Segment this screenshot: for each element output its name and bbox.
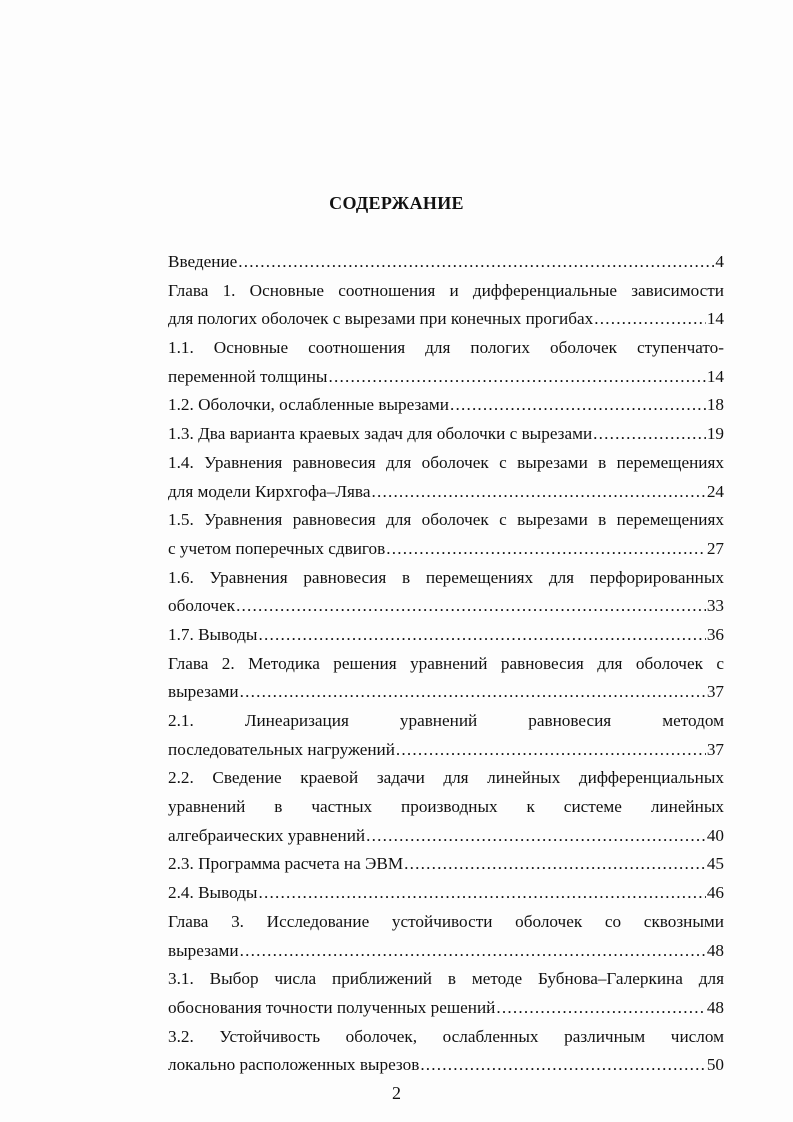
dot-leader bbox=[496, 994, 705, 1023]
toc-entry-text: обоснования точности полученных решений bbox=[168, 997, 496, 1017]
dot-leader bbox=[328, 363, 705, 392]
toc-entry-line: Глава 2. Методика решения уравнений равновесия для оболочек с bbox=[168, 653, 724, 673]
toc-entry-text: переменной толщины bbox=[168, 366, 328, 386]
toc-entry bbox=[168, 1051, 724, 1080]
toc-entry bbox=[168, 736, 724, 765]
toc-entry-line: 1.4. Уравнения равновесия для оболочек с вырезами в перемещениях bbox=[168, 452, 724, 472]
toc-entry-text: 2.4. Выводы bbox=[168, 883, 258, 903]
dot-leader bbox=[240, 678, 706, 707]
toc-page-number: 48 bbox=[706, 997, 724, 1017]
toc-entry bbox=[168, 937, 724, 966]
toc-entry bbox=[168, 391, 724, 420]
dot-leader bbox=[396, 736, 706, 765]
toc-entry-text: 2.3. Программа расчета на ЭВМ bbox=[168, 854, 404, 874]
dot-leader bbox=[371, 478, 705, 507]
toc-entry bbox=[168, 535, 724, 564]
toc-entry bbox=[168, 822, 724, 851]
toc-page-number: 14 bbox=[706, 309, 724, 329]
toc-entry-line: уравнений в частных производных к системе линейных bbox=[168, 797, 724, 817]
toc-page-number: 40 bbox=[706, 825, 724, 845]
toc-page-number: 37 bbox=[706, 739, 724, 759]
toc-page-number: 4 bbox=[715, 252, 724, 271]
toc-page-number: 50 bbox=[706, 1055, 724, 1075]
dot-leader bbox=[238, 248, 714, 277]
toc-page-number: 33 bbox=[706, 596, 724, 616]
dot-leader bbox=[386, 535, 706, 564]
toc-entry bbox=[168, 248, 724, 277]
toc-entry-text: вырезами bbox=[168, 940, 239, 960]
toc-page-number: 48 bbox=[706, 940, 724, 960]
dot-leader bbox=[594, 305, 706, 334]
dot-leader bbox=[236, 592, 706, 621]
toc-entry bbox=[168, 592, 724, 621]
toc-entry bbox=[168, 678, 724, 707]
toc-page-number: 46 bbox=[706, 883, 724, 903]
toc-entry-text: 1.7. Выводы bbox=[168, 624, 258, 644]
toc-entry-text: с учетом поперечных сдвигов bbox=[168, 538, 386, 558]
toc-entry bbox=[168, 420, 724, 449]
toc-page-number: 36 bbox=[706, 624, 724, 644]
dot-leader bbox=[420, 1051, 706, 1080]
toc-entry bbox=[168, 994, 724, 1023]
toc-entry-text: для пологих оболочек с вырезами при конечных прогибах bbox=[168, 309, 594, 329]
toc-entry-line: 3.2. Устойчивость оболочек, ослабленных различным числом bbox=[168, 1026, 724, 1046]
toc-page-number: 37 bbox=[706, 682, 724, 702]
toc-entry-text: 1.2. Оболочки, ослабленные вырезами bbox=[168, 395, 449, 415]
toc-entry bbox=[168, 850, 724, 879]
dot-leader bbox=[450, 391, 706, 420]
toc-entry-line: 1.1. Основные соотношения для пологих оболочек ступенчато- bbox=[168, 338, 724, 358]
dot-leader bbox=[593, 420, 706, 449]
toc-entry bbox=[168, 621, 724, 650]
toc-entry bbox=[168, 363, 724, 392]
toc-entry-line: 2.2. Сведение краевой задачи для линейных дифференциальных bbox=[168, 768, 724, 788]
toc-page-number: 14 bbox=[706, 366, 724, 386]
toc-entry bbox=[168, 478, 724, 507]
toc-page-number: 18 bbox=[706, 395, 724, 415]
toc-entry-text: 1.3. Два варианта краевых задач для оболочки с вырезами bbox=[168, 424, 593, 444]
dot-leader bbox=[240, 937, 706, 966]
dot-leader bbox=[258, 879, 705, 908]
dot-leader bbox=[258, 621, 705, 650]
toc-entry-text: вырезами bbox=[168, 682, 239, 702]
toc-entry-line: Глава 3. Исследование устойчивости оболочек со сквозными bbox=[168, 911, 724, 931]
table-of-contents bbox=[168, 248, 724, 1080]
toc-entry-line: 1.5. Уравнения равновесия для оболочек с вырезами в перемещениях bbox=[168, 510, 724, 530]
toc-entry-line: 1.6. Уравнения равновесия в перемещениях для перфорированных bbox=[168, 567, 724, 587]
dot-leader bbox=[404, 850, 706, 879]
toc-entry-text: последовательных нагружений bbox=[168, 739, 395, 759]
toc-entry-text: Введение bbox=[168, 252, 238, 271]
toc-entry-text: алгебраических уравнений bbox=[168, 825, 366, 845]
toc-page-number: 19 bbox=[706, 424, 724, 444]
toc-page-number: 45 bbox=[706, 854, 724, 874]
toc-entry-line: 2.1. Линеаризация уравнений равновесия методом bbox=[168, 711, 724, 730]
toc-entry-line: 3.1. Выбор числа приближений в методе Бубнова–Галеркина для bbox=[168, 969, 724, 989]
toc-page-number: 24 bbox=[706, 481, 724, 501]
page-number: 2 bbox=[392, 1083, 401, 1103]
toc-entry bbox=[168, 879, 724, 908]
dot-leader bbox=[366, 822, 706, 851]
toc-entry-line: Глава 1. Основные соотношения и дифференциальные зависимости bbox=[168, 280, 724, 300]
toc-entry bbox=[168, 305, 724, 334]
toc-entry-text: для модели Кирхгофа–Лява bbox=[168, 481, 371, 501]
toc-page-number: 27 bbox=[706, 538, 724, 558]
toc-entry-text: локально расположенных вырезов bbox=[168, 1055, 420, 1075]
page-title: СОДЕРЖАНИЕ bbox=[329, 193, 464, 213]
toc-entry-text: оболочек bbox=[168, 596, 236, 616]
